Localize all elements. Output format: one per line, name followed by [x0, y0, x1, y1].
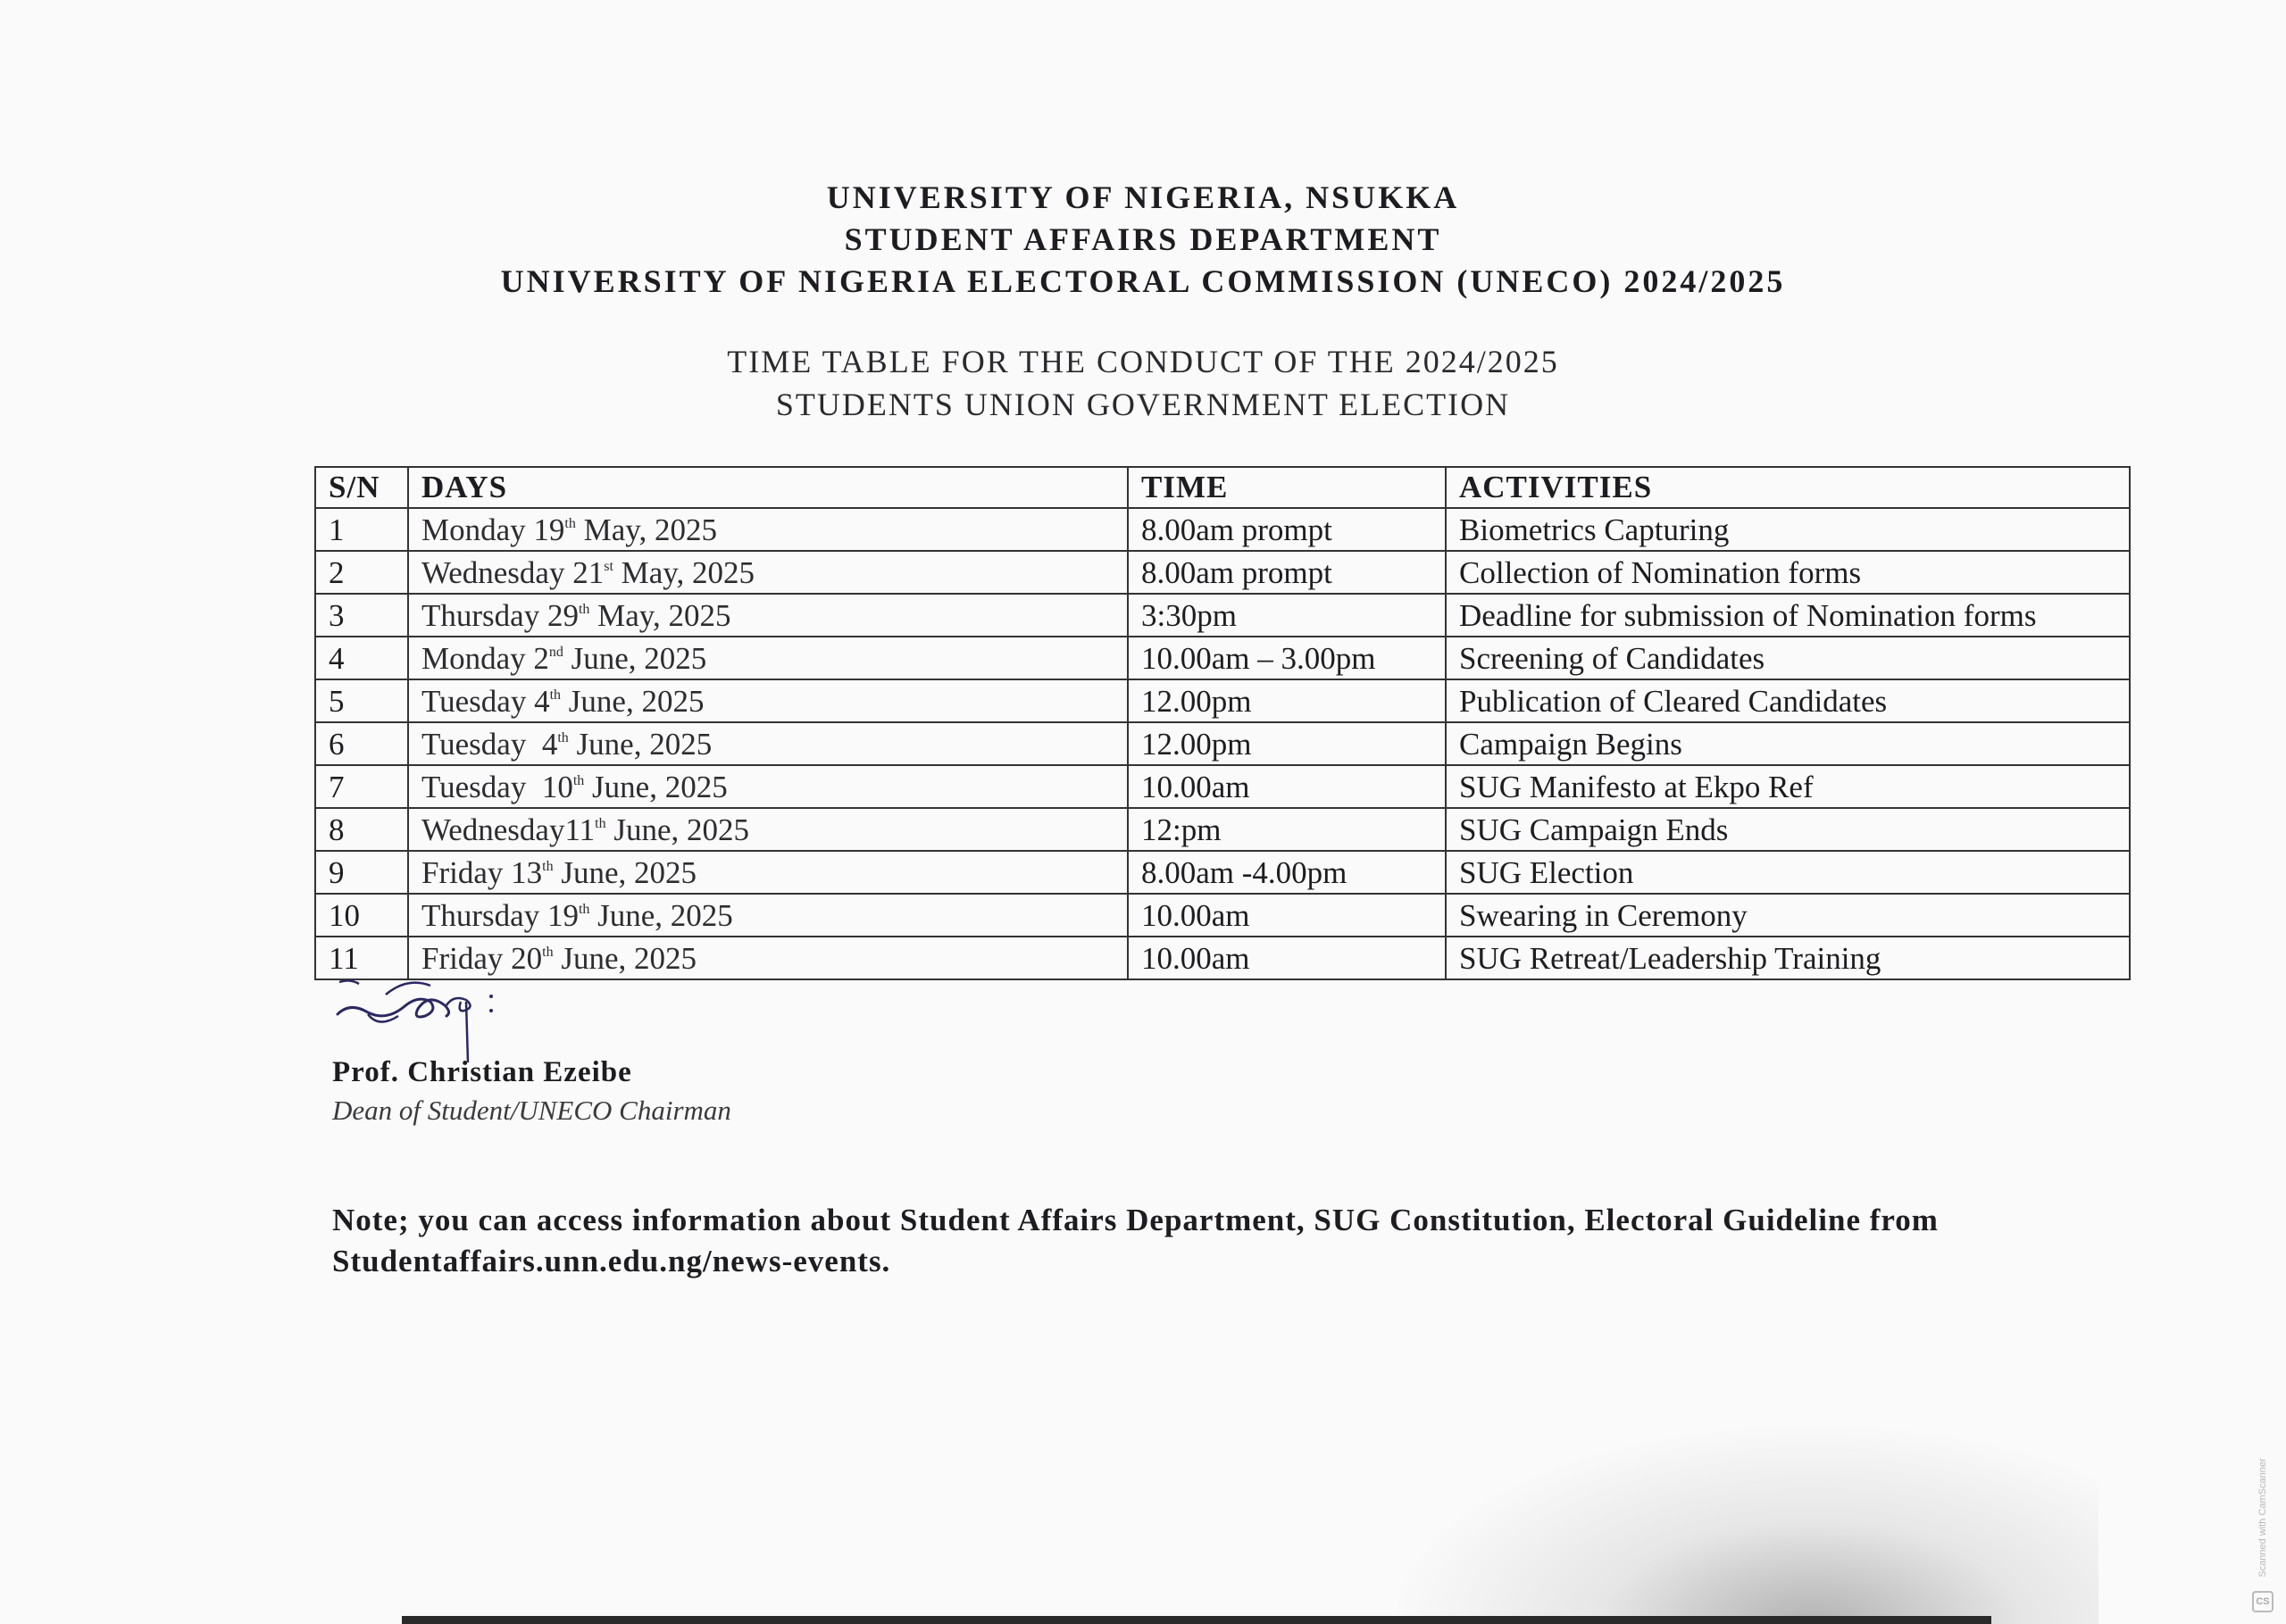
column-header-time: TIME [1128, 467, 1446, 508]
row-time: 10.00am [1128, 937, 1446, 979]
row-day-month-year: May, 2025 [613, 555, 755, 590]
department-name: STUDENT AFFAIRS DEPARTMENT [844, 221, 1442, 257]
row-day-text: Tuesday 10 [421, 770, 573, 804]
row-day-ordinal: th [557, 730, 569, 745]
note [332, 1200, 2118, 1282]
row-day-ordinal: th [595, 816, 606, 831]
row-day-month-year: June, 2025 [589, 898, 733, 933]
table-row [315, 594, 2130, 637]
row-time: 10.00am [1128, 894, 1446, 937]
scan-shadow [1384, 1420, 2098, 1624]
row-sn: 11 [315, 937, 408, 979]
row-time: 10.00am – 3.00pm [1128, 637, 1446, 679]
row-time: 8.00am prompt [1128, 508, 1446, 551]
row-sn: 1 [315, 508, 408, 551]
row-day-ordinal: th [572, 773, 585, 788]
row-day-month-year: June, 2025 [568, 727, 713, 762]
timetable [314, 466, 2131, 980]
row-activity: Deadline for submission of Nomination forms [1446, 594, 2130, 637]
table-row [315, 808, 2130, 851]
row-time: 3:30pm [1128, 594, 1446, 637]
scanner-watermark: Scanned with CamScanner [2257, 1458, 2268, 1578]
row-day-text: Thursday 29 [421, 598, 579, 633]
row-sn: 6 [315, 722, 408, 765]
commission-name: UNIVERSITY OF NIGERIA ELECTORAL COMMISSION (UNECO) 2024/2025 [500, 263, 1786, 299]
row-sn: 3 [315, 594, 408, 637]
row-sn: 5 [315, 679, 408, 722]
row-day-month-year: June, 2025 [605, 812, 750, 847]
university-name: UNIVERSITY OF NIGERIA, NSUKKA [826, 179, 1460, 215]
row-day-ordinal: nd [548, 645, 563, 660]
row-sn: 4 [315, 637, 408, 679]
row-day [408, 937, 1128, 979]
row-day-text: Wednesday 21 [421, 555, 605, 590]
note-line-1: Note; you can access information about Student Affairs Department, SUG Constitution, Electoral Guideline from [332, 1203, 1939, 1237]
table-row [315, 679, 2130, 722]
row-day-text: Wednesday11 [421, 812, 596, 847]
row-activity: Swearing in Ceremony [1446, 894, 2130, 937]
row-day [408, 722, 1128, 765]
row-day-month-year: June, 2025 [553, 941, 697, 976]
row-activity: SUG Election [1446, 851, 2130, 894]
row-day-month-year: June, 2025 [563, 641, 707, 676]
row-day-text: Friday 20 [421, 941, 543, 976]
row-sn: 10 [315, 894, 408, 937]
row-day [408, 808, 1128, 851]
row-day-month-year: June, 2025 [561, 684, 705, 719]
table-row [315, 894, 2130, 937]
row-day-text: Monday 2 [421, 641, 549, 676]
column-header-days: DAYS [408, 467, 1128, 508]
row-activity: SUG Retreat/Leadership Training [1446, 937, 2130, 979]
table-header-row [315, 467, 2130, 508]
row-day-ordinal: th [549, 687, 562, 703]
row-day-ordinal: th [578, 602, 590, 617]
row-day-month-year: May, 2025 [575, 512, 717, 547]
election-title: STUDENTS UNION GOVERNMENT ELECTION [775, 387, 1511, 422]
row-time: 12:pm [1128, 808, 1446, 851]
table-row [315, 851, 2130, 894]
row-day-ordinal: th [542, 859, 554, 874]
row-activity: Collection of Nomination forms [1446, 551, 2130, 594]
table-row [315, 937, 2130, 979]
timetable-title: TIME TABLE FOR THE CONDUCT OF THE 2024/2025 [727, 344, 1559, 379]
row-day [408, 765, 1128, 808]
row-day [408, 679, 1128, 722]
row-day [408, 851, 1128, 894]
signatory-title: Dean of Student/UNECO Chairman [332, 1095, 731, 1126]
row-day-month-year: May, 2025 [589, 598, 731, 633]
row-day-text: Tuesday 4 [421, 684, 550, 719]
row-time: 8.00am -4.00pm [1128, 851, 1446, 894]
signatory-name: Prof. Christian Ezeibe [332, 1056, 632, 1088]
row-day-ordinal: th [564, 516, 576, 531]
note-line-2: Studentaffairs.unn.edu.ng/news-events. [332, 1244, 891, 1278]
row-time: 10.00am [1128, 765, 1446, 808]
row-sn: 2 [315, 551, 408, 594]
row-activity: Publication of Cleared Candidates [1446, 679, 2130, 722]
row-day-ordinal: st [604, 559, 613, 574]
row-time: 8.00am prompt [1128, 551, 1446, 594]
column-header-sn: S/N [315, 467, 408, 508]
row-sn: 8 [315, 808, 408, 851]
row-day-text: Friday 13 [421, 855, 543, 890]
page-bottom-edge [402, 1616, 1991, 1624]
row-activity: SUG Campaign Ends [1446, 808, 2130, 851]
camscanner-logo-icon: CS [2252, 1591, 2273, 1612]
row-time: 12.00pm [1128, 722, 1446, 765]
table-row [315, 722, 2130, 765]
table-row [315, 637, 2130, 679]
row-day [408, 551, 1128, 594]
row-day-ordinal: th [542, 945, 554, 960]
table-row [315, 765, 2130, 808]
row-day-text: Monday 19 [421, 512, 565, 547]
row-activity: SUG Manifesto at Ekpo Ref [1446, 765, 2130, 808]
row-sn: 7 [315, 765, 408, 808]
row-day [408, 637, 1128, 679]
row-activity: Biometrics Capturing [1446, 508, 2130, 551]
table-row [315, 508, 2130, 551]
row-activity: Campaign Begins [1446, 722, 2130, 765]
row-time: 12.00pm [1128, 679, 1446, 722]
row-day [408, 594, 1128, 637]
row-day-month-year: June, 2025 [584, 770, 728, 804]
row-sn: 9 [315, 851, 408, 894]
row-day-ordinal: th [578, 902, 590, 917]
row-day [408, 894, 1128, 937]
table-row [315, 551, 2130, 594]
row-activity: Screening of Candidates [1446, 637, 2130, 679]
row-day-month-year: June, 2025 [553, 855, 697, 890]
row-day-text: Thursday 19 [421, 898, 579, 933]
row-day [408, 508, 1128, 551]
column-header-activities: ACTIVITIES [1446, 467, 2130, 508]
row-day-text: Tuesday 4 [421, 727, 558, 762]
